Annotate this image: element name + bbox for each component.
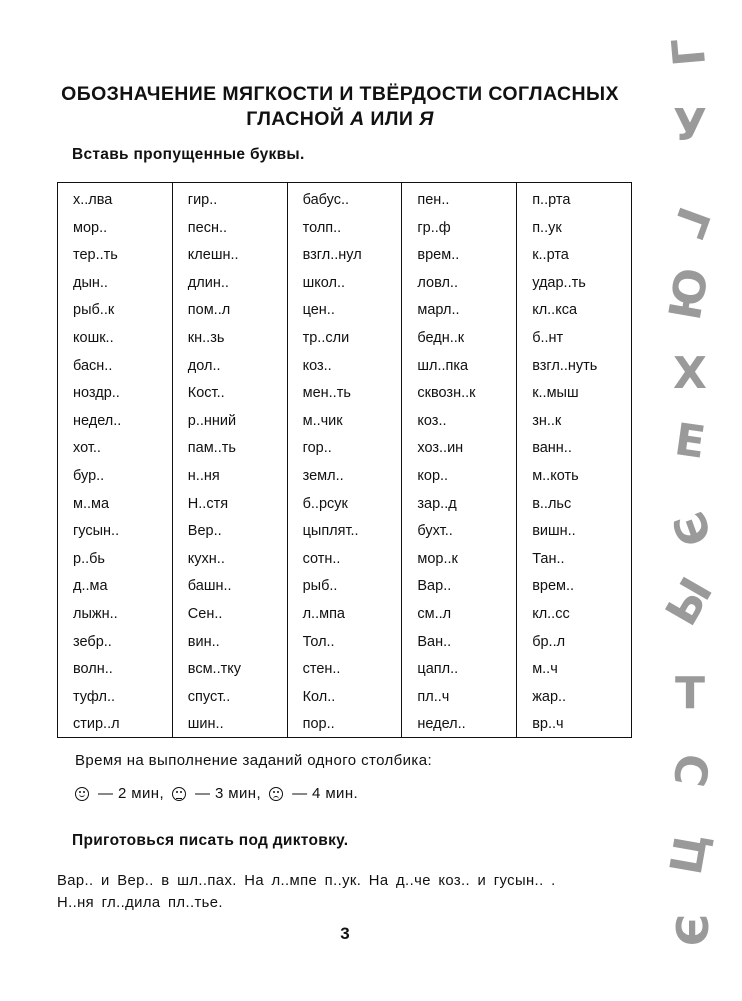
title-letter-a: А — [350, 108, 365, 130]
word-cell: коз.. — [417, 412, 447, 429]
word-cell: Вар.. — [417, 578, 452, 595]
word-cell: зн..к — [532, 412, 562, 429]
word-cell: Ван.. — [417, 633, 452, 650]
word-cell: гир.. — [187, 192, 218, 208]
word-cell: р..нний — [187, 412, 237, 429]
smile-face-icon — [75, 787, 89, 801]
word-cell: башн.. — [187, 578, 232, 595]
word-cell: к..рта — [532, 247, 569, 264]
decorative-letter: Э — [665, 913, 716, 947]
word-cell: кухн.. — [187, 550, 225, 567]
word-cell: гр..ф — [417, 219, 451, 236]
word-cell: гусын.. — [73, 523, 120, 540]
word-cell: Н..стя — [187, 495, 229, 512]
word-cell: шин.. — [187, 716, 224, 733]
word-cell: м..коть — [532, 467, 579, 484]
sad-face-icon — [269, 787, 283, 801]
word-cell: зебр.. — [73, 633, 112, 650]
word-cell: хоз..ин — [417, 440, 464, 457]
word-column — [173, 183, 288, 737]
word-cell: кор.. — [417, 467, 449, 484]
word-cell: пор.. — [302, 716, 335, 733]
word-cell: л..мпа — [302, 605, 345, 622]
timing-neutral-text: — 3 мин, — [195, 785, 262, 802]
word-cell: м..чик — [302, 412, 343, 429]
word-cell: кл..сс — [532, 605, 570, 622]
decorative-letter: Ы — [656, 569, 724, 635]
word-cell: сотн.. — [302, 550, 341, 567]
word-cell: мор.. — [73, 219, 108, 236]
word-cell: ловл.. — [417, 274, 458, 291]
decorative-letter: Х — [673, 348, 707, 399]
decorative-letter: С — [662, 749, 719, 791]
word-cell: бр..л — [532, 633, 566, 650]
word-column — [517, 183, 631, 737]
word-cell: спуст.. — [187, 688, 231, 705]
word-cell: мор..к — [417, 550, 458, 567]
word-cell: рыб.. — [302, 578, 338, 595]
decorative-letter: Ю — [659, 264, 720, 324]
decorative-letter: Э — [660, 505, 720, 554]
word-cell: бабус.. — [302, 192, 350, 208]
title-line-2 — [40, 107, 640, 132]
dictation-line-1: Вар.. и Вер.. в шл..пах. На л..мпе п..ук. На д..че коз.. и гусын.. . — [57, 873, 556, 889]
word-cell: песн.. — [187, 219, 228, 236]
word-cell: п..ук — [532, 219, 562, 236]
word-cell: вишн.. — [532, 523, 576, 540]
word-cell: кн..зь — [187, 329, 225, 346]
word-cell: земл.. — [302, 467, 344, 484]
word-cell: туфл.. — [73, 688, 116, 705]
neutral-face-icon — [172, 787, 186, 801]
word-cell: цен.. — [302, 302, 335, 319]
word-cell: Тол.. — [302, 633, 335, 650]
word-cell: врем.. — [532, 578, 575, 595]
timing-sad-text: — 4 мин. — [292, 785, 359, 802]
word-cell: хот.. — [73, 440, 101, 457]
decorative-letter: У — [673, 100, 707, 151]
word-column — [288, 183, 403, 737]
dictation-line-2: Н..ня гл..дила пл..тье. — [57, 895, 223, 911]
word-cell: шл..пка — [417, 357, 469, 374]
word-cell: басн.. — [73, 357, 113, 374]
decorative-letter: Ц — [660, 829, 719, 879]
word-cell: Кол.. — [302, 688, 336, 705]
word-cell: рыб..к — [73, 302, 115, 319]
word-cell: кошк.. — [73, 329, 114, 346]
word-cell: см..л — [417, 605, 452, 622]
word-cell: б..нт — [532, 329, 564, 346]
word-column — [58, 183, 173, 737]
word-cell: длин.. — [187, 274, 229, 291]
word-cell: стир..л — [73, 716, 120, 733]
word-cell: д..ма — [73, 578, 108, 595]
word-cell: р..бь — [73, 550, 105, 567]
word-cell: зар..д — [417, 495, 457, 512]
word-cell: пом..л — [187, 302, 231, 319]
word-cell: всм..тку — [187, 661, 242, 678]
word-cell: б..рсук — [302, 495, 348, 512]
word-cell: тер..ть — [73, 247, 118, 264]
words-table — [57, 182, 632, 738]
word-cell: клешн.. — [187, 247, 239, 264]
word-cell: гор.. — [302, 440, 332, 457]
word-cell: ванн.. — [532, 440, 572, 457]
word-cell: коз.. — [302, 357, 332, 374]
word-cell: недел.. — [73, 412, 122, 429]
word-cell: н..ня — [187, 467, 220, 484]
word-cell: кл..кса — [532, 302, 578, 319]
decorative-letter: Т — [674, 668, 705, 719]
word-cell: м..ч — [532, 661, 558, 678]
word-cell: врем.. — [417, 247, 460, 264]
word-cell: взгл..нул — [302, 247, 362, 264]
page-number: 3 — [340, 924, 350, 943]
word-cell: бур.. — [73, 467, 105, 484]
word-cell: жар.. — [532, 688, 567, 705]
word-cell: недел.. — [417, 716, 466, 733]
word-cell: Тан.. — [532, 550, 565, 567]
time-label: Время на выполнение заданий одного столбика: — [75, 752, 433, 769]
title-prefix: ГЛАСНОЙ — [246, 108, 351, 130]
word-cell: в..льс — [532, 495, 572, 512]
word-cell: х..лва — [73, 192, 113, 208]
word-cell: Вер.. — [187, 523, 222, 540]
timing-row — [75, 785, 358, 802]
word-cell: вин.. — [187, 633, 220, 650]
task-instruction: Вставь пропущенные буквы. — [72, 146, 305, 163]
page-title — [40, 82, 640, 132]
dictation-instruction: Приготовься писать под диктовку. — [72, 832, 349, 849]
word-cell: тр..сли — [302, 329, 350, 346]
word-cell: марл.. — [417, 302, 460, 319]
word-cell: бухт.. — [417, 523, 453, 540]
word-cell: м..ма — [73, 495, 110, 512]
decorative-letter: Е — [671, 414, 709, 469]
timing-smile-text: — 2 мин, — [98, 785, 165, 802]
word-cell: сквозн..к — [417, 385, 476, 402]
title-letter-ya: Я — [419, 108, 434, 130]
word-cell: пен.. — [417, 192, 450, 208]
dictation-text — [57, 870, 657, 914]
word-column — [402, 183, 517, 737]
word-cell: Сен.. — [187, 605, 223, 622]
word-cell: бедн..к — [417, 329, 465, 346]
word-cell: дын.. — [73, 274, 108, 291]
word-cell: мен..ть — [302, 385, 351, 402]
title-line-1: ОБОЗНАЧЕНИЕ МЯГКОСТИ И ТВЁРДОСТИ СОГЛАСНЫХ — [61, 83, 619, 105]
word-cell: цыплят.. — [302, 523, 359, 540]
word-cell: пам..ть — [187, 440, 236, 457]
word-cell: вр..ч — [532, 716, 564, 733]
word-cell: волн.. — [73, 661, 113, 678]
word-cell: стен.. — [302, 661, 341, 678]
word-cell: школ.. — [302, 274, 345, 291]
title-conjunction: ИЛИ — [364, 108, 420, 130]
decorative-letter: Г — [662, 35, 717, 69]
word-cell: к..мыш — [532, 385, 579, 402]
word-cell: удар..ть — [532, 274, 586, 291]
word-cell: пл..ч — [417, 688, 450, 705]
word-cell: цапл.. — [417, 661, 459, 678]
word-cell: лыжн.. — [73, 605, 118, 622]
word-cell: дол.. — [187, 357, 221, 374]
word-cell: Кост.. — [187, 385, 225, 402]
decorative-letter: Г — [661, 200, 720, 245]
word-cell: п..рта — [532, 192, 571, 208]
word-cell: взгл..нуть — [532, 357, 598, 374]
word-cell: толп.. — [302, 219, 342, 236]
word-cell: ноздр.. — [73, 385, 120, 402]
